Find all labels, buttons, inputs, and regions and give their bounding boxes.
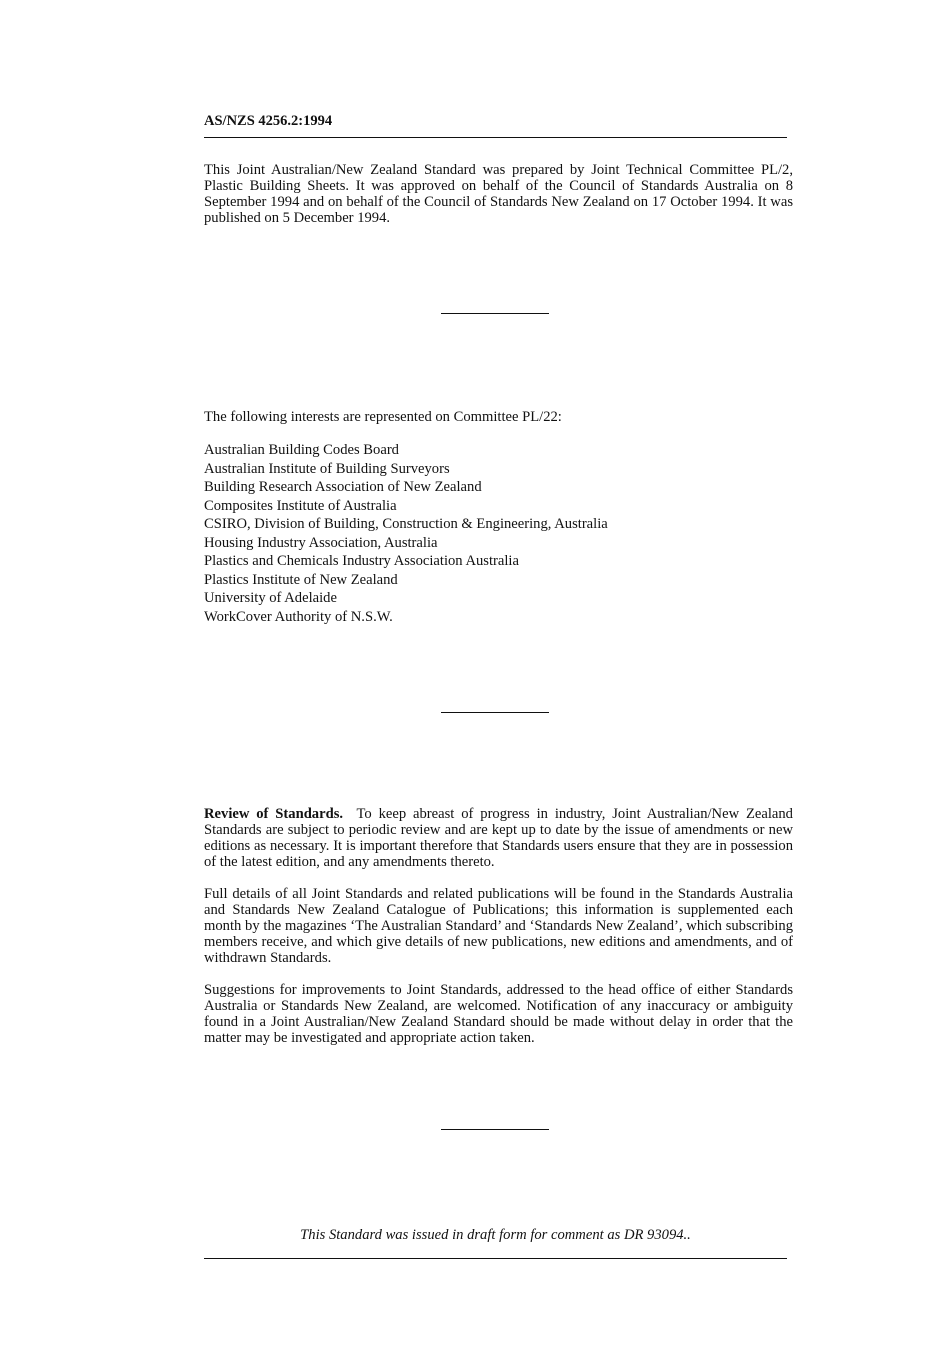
- suggestions-paragraph: Suggestions for improvements to Joint Standards, addressed to the head office of either Standards Australia or Standards New Zealand, are welcomed. Notification of any inaccuracy or ambiguity found in a Joint Australian/New Zealand Standard should be made without delay in order that the matter may be investigated and appropriate action taken.: [204, 982, 793, 1046]
- preparation-paragraph: This Joint Australian/New Zealand Standard was prepared by Joint Technical Committee PL/2, Plastic Building Sheets. It was approved on behalf of the Council of Standards Australia on 8 September 1994 and on behalf of the Council of Standards New Zealand on 17 October 1994. It was published on 5 December 1994.: [204, 162, 793, 226]
- review-heading: Review of Standards.: [204, 806, 344, 822]
- list-item: Plastics and Chemicals Industry Association Australia: [204, 553, 519, 569]
- list-item: CSIRO, Division of Building, Construction & Engineering, Australia: [204, 516, 608, 532]
- section-divider-3: [441, 1129, 549, 1130]
- list-item: Australian Building Codes Board: [204, 442, 399, 458]
- section-divider-2: [441, 712, 549, 713]
- draft-note: This Standard was issued in draft form for comment as DR 93094..: [300, 1227, 691, 1243]
- list-item: Housing Industry Association, Australia: [204, 534, 438, 551]
- header-rule: [204, 137, 787, 138]
- document-identifier: AS/NZS 4256.2:1994: [204, 113, 333, 129]
- committee-interest-list: [204, 441, 608, 626]
- footer-rule: [204, 1258, 787, 1259]
- list-item: Building Research Association of New Zealand: [204, 479, 482, 495]
- list-item: Australian Institute of Building Surveyors: [204, 460, 450, 477]
- list-item: WorkCover Authority of N.S.W.: [204, 608, 393, 625]
- list-item: University of Adelaide: [204, 590, 337, 606]
- list-item: Composites Institute of Australia: [204, 497, 397, 514]
- review-paragraph: [204, 806, 793, 870]
- review-body: To keep abreast of progress in industry, Joint Australian/New Zealand Standards are subject to periodic review and are kept up to date by the issue of amendments or new editions as necessary. It is important therefore that Standards users ensure that they are in possession of the latest edition, and any amendments thereto.: [204, 806, 793, 870]
- committee-intro: The following interests are represented on Committee PL/22:: [204, 409, 562, 425]
- list-item: Plastics Institute of New Zealand: [204, 571, 398, 588]
- publications-paragraph: Full details of all Joint Standards and related publications will be found in the Standards Australia and Standards New Zealand Catalogue of Publications; this information is supplemented each month by the magazines ‘The Australian Standard’ and ‘Standards New Zealand’, which subscribing members receive, and which give details of new publications, new editions and amendments, and of withdrawn Standards.: [204, 886, 793, 966]
- section-divider-1: [441, 313, 549, 314]
